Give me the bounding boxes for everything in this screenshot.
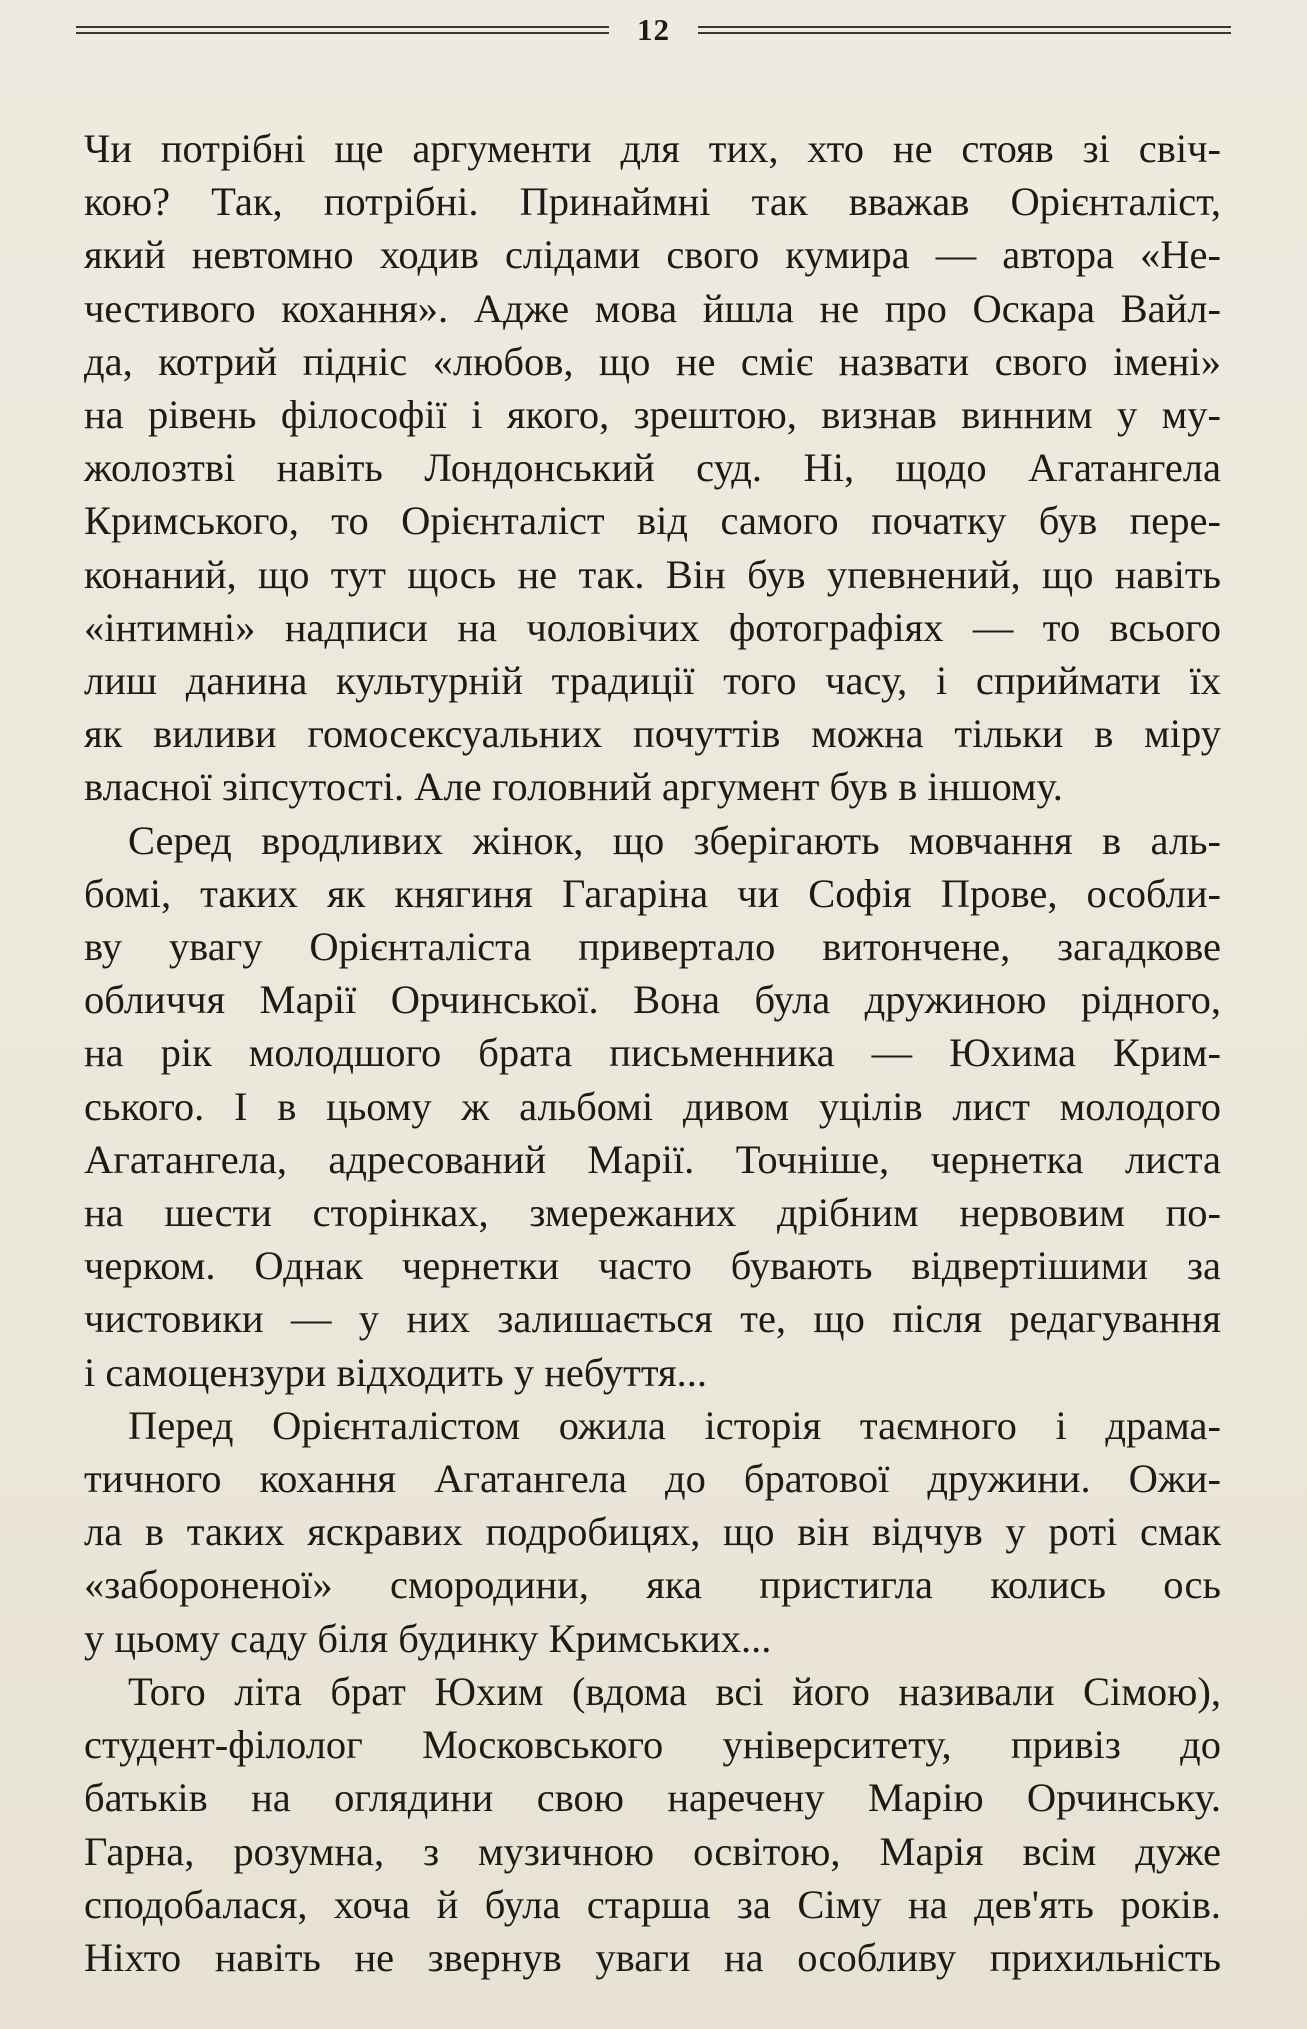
paragraph <box>84 1399 1221 1665</box>
text-line: кою? Так, потрібні. Принаймні так вважав Орієнталіст, <box>84 179 1221 225</box>
text-line: лиш данина культурній традиції того часу, і сприймати їх <box>84 658 1221 704</box>
text-line: ла в таких яскравих подробицях, що він відчув у роті смак <box>84 1509 1221 1555</box>
text-line: Перед Орієнталістом ожила історія таємного і драма- <box>128 1402 1221 1448</box>
text-line: «забороненої» смородини, яка пристигла колись ось <box>84 1562 1221 1608</box>
text-line: у цьому саду біля будинку Кримських... <box>84 1615 772 1661</box>
text-line: честивого кохання». Адже мова йшла не про Оскара Вайл- <box>84 285 1221 331</box>
header-rule-left <box>76 26 609 34</box>
text-line: Агатангела, адресований Марії. Точніше, чернетка листа <box>84 1136 1221 1182</box>
text-line: конаний, що тут щось не так. Він був упевнений, що навіть <box>84 551 1221 597</box>
text-line: як виливи гомосексуальних почуттів можна тільки в міру <box>84 711 1221 757</box>
text-line: Серед вродливих жінок, що зберігають мовчання в аль- <box>128 817 1221 863</box>
text-line: на шести сторінках, змережаних дрібним нервовим по- <box>84 1190 1221 1236</box>
page-number: 12 <box>637 12 670 47</box>
text-line: чистовики — у них залишається те, що після редагування <box>84 1296 1221 1342</box>
text-line: Чи потрібні ще аргументи для тих, хто не стояв зі свіч- <box>84 126 1221 171</box>
text-line: ву увагу Орієнталіста привертало витончене, загадкове <box>84 924 1221 970</box>
text-line: і самоцензури відходить у небуття... <box>84 1349 708 1395</box>
text-line: на рік молодшого брата письменника — Юхима Крим- <box>84 1030 1221 1076</box>
paragraph <box>84 1665 1221 1984</box>
text-line: який невтомно ходив слідами свого кумира — автора «Не- <box>84 232 1221 278</box>
text-line: на рівень філософії і якого, зрештою, визнав винним у му- <box>84 392 1221 438</box>
paragraph <box>84 814 1221 1399</box>
text-line: студент-філолог Московського університету, привіз до <box>84 1722 1221 1768</box>
text-line: сподобалася, хоча й була старша за Сіму на дев'ять років. <box>84 1881 1221 1927</box>
text-line: тичного кохання Агатангела до братової дружини. Ожи- <box>84 1456 1221 1502</box>
text-line: ського. І в цьому ж альбомі дивом уцілів лист молодого <box>84 1083 1221 1129</box>
paragraph <box>84 122 1221 814</box>
header-rule-right <box>698 26 1231 34</box>
body-text <box>84 122 1221 1984</box>
text-line: черком. Однак чернетки часто бувають відвертішими за <box>84 1243 1221 1289</box>
text-line: жолозтві навіть Лондонський суд. Ні, щодо Агатангела <box>84 445 1221 491</box>
text-line: Гарна, розумна, з музичною освітою, Марія всім дуже <box>84 1828 1221 1874</box>
text-line: Ніхто навіть не звернув уваги на особливу прихильність <box>84 1934 1221 1980</box>
text-line: Того літа брат Юхим (вдома всі його називали Сімою), <box>128 1668 1221 1714</box>
text-line: да, котрий підніс «любов, що не сміє назвати свого імені» <box>84 338 1221 384</box>
text-line: власної зіпсутості. Але головний аргумент був в іншому. <box>84 764 1063 810</box>
page-header <box>76 8 1231 52</box>
text-line: «інтимні» надписи на чоловічих фотографіях — то всього <box>84 604 1221 650</box>
text-line: бомі, таких як княгиня Гагаріна чи Софія Прове, особли- <box>84 870 1221 916</box>
text-line: обличчя Марії Орчинської. Вона була дружиною рідного, <box>84 977 1221 1023</box>
text-line: батьків на оглядини свою наречену Марію Орчинську. <box>84 1775 1221 1821</box>
text-line: Кримського, то Орієнталіст від самого початку був пере- <box>84 498 1221 544</box>
